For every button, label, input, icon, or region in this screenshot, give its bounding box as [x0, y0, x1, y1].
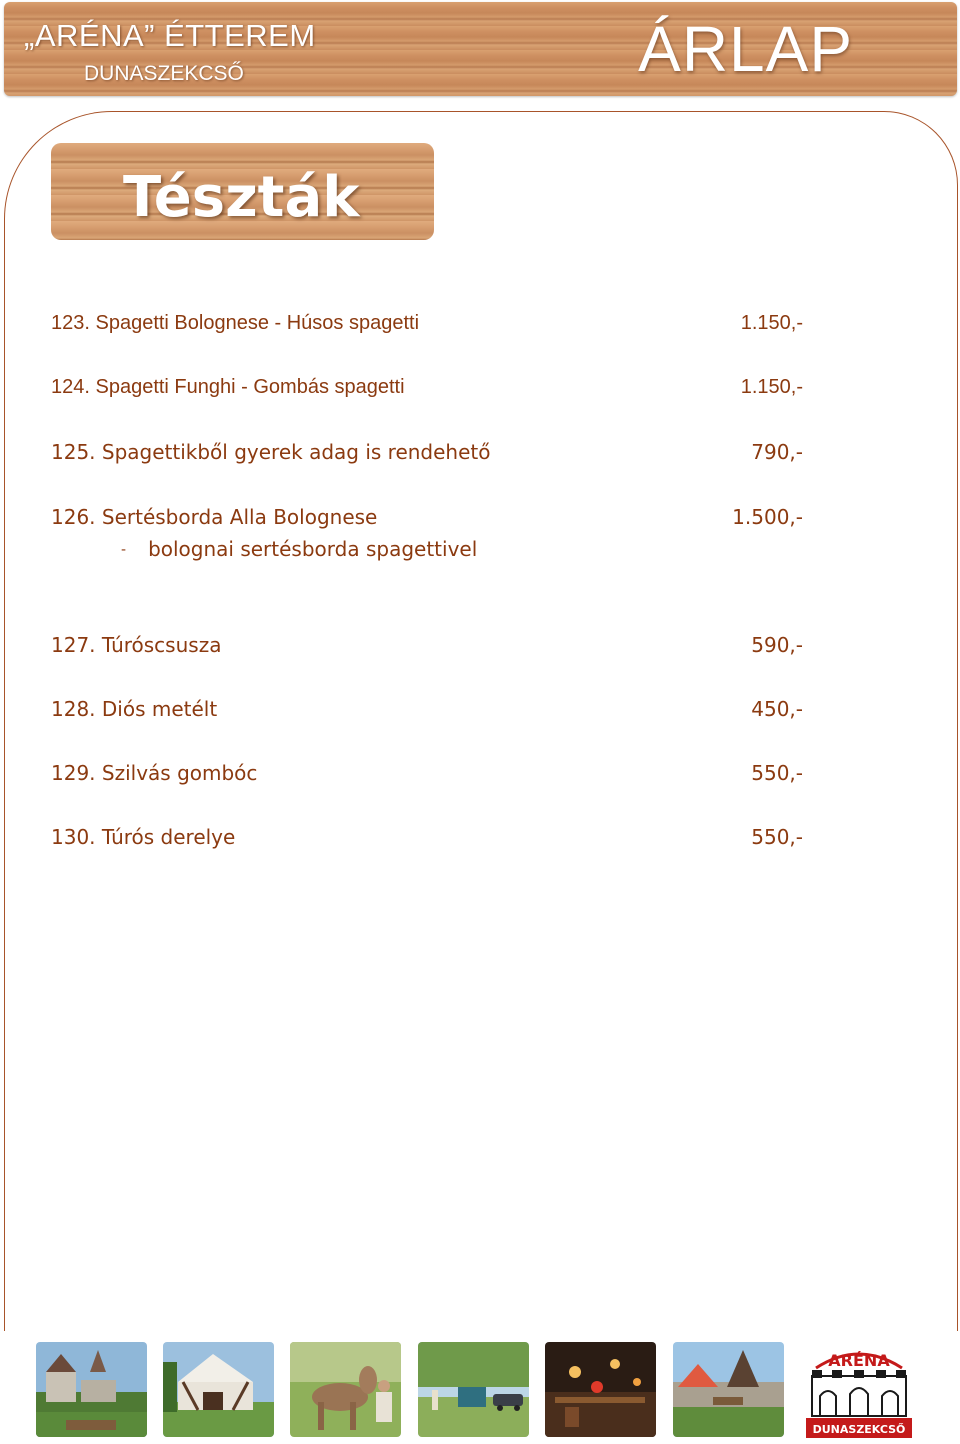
menu-item-name: 126. Sertésborda Alla Bolognese: [51, 505, 378, 529]
section-title: Tészták: [123, 165, 360, 230]
menu-item-name: 123. Spagetti Bolognese - Húsos spagetti: [51, 312, 420, 334]
menu-item-price: 590,-: [751, 633, 803, 657]
description-dash: -: [121, 542, 127, 558]
photo-strip: [0, 1338, 960, 1438]
campsite-photo: [418, 1342, 529, 1437]
house-photo: [163, 1342, 274, 1437]
arena-logo: [798, 1338, 920, 1440]
menu-item-price: 450,-: [751, 697, 803, 721]
content-panel: [4, 111, 958, 1331]
restaurant-name: „ARÉNA” ÉTTEREM: [24, 18, 316, 53]
menu-item-price: 1.500,-: [732, 505, 803, 529]
section-header: [51, 143, 434, 240]
fort-photo: [673, 1342, 784, 1437]
menu-item-price: 1.150,-: [740, 312, 803, 334]
donkey-photo: [290, 1342, 401, 1437]
menu-item-name: 127. Túróscsusza: [51, 633, 222, 657]
menu-item-name: 129. Szilvás gombóc: [51, 761, 258, 785]
logo-top-text: ARÉNA: [828, 1351, 890, 1370]
menu-item-name: 124. Spagetti Funghi - Gombás spagetti: [51, 376, 405, 398]
logo-bottom-text: DUNASZEKCSŐ: [812, 1423, 906, 1436]
menu-item-price: 550,-: [751, 761, 803, 785]
menu-item-name: 125. Spagettikből gyerek adag is rendehető: [51, 440, 491, 464]
menu-item-price: 790,-: [751, 440, 803, 464]
menu-item-price: 1.150,-: [740, 376, 803, 398]
terrace-photo: [545, 1342, 656, 1437]
description-text: bolognai sertésborda spagettivel: [148, 537, 478, 561]
restaurant-city: DUNASZEKCSŐ: [84, 62, 244, 85]
menu-item-description: [121, 537, 477, 561]
page-title: ÁRLAP: [638, 13, 853, 85]
menu-item-name: 130. Túrós derelye: [51, 825, 236, 849]
menu-item-price: 550,-: [751, 825, 803, 849]
menu-item-name: 128. Diós metélt: [51, 697, 218, 721]
castle-photo: [36, 1342, 147, 1437]
header-banner: [4, 2, 957, 96]
